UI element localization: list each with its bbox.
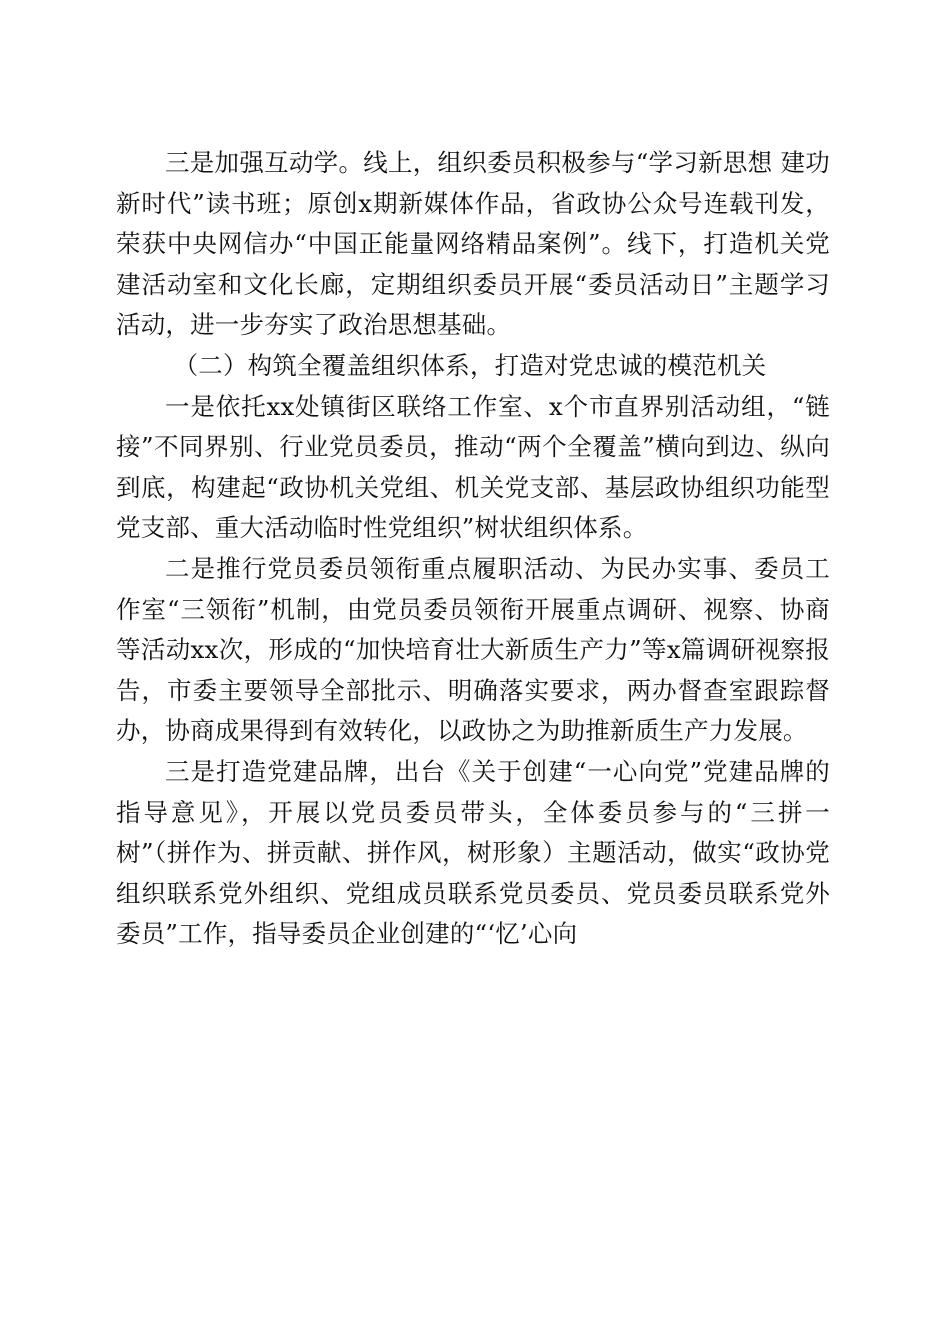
paragraph-three-lead-mechanism: 二是推行党员委员领衔重点履职活动、为民办实事、委员工作室“三领衔”机制，由党员委员领衔开展重点调研、视察、协商等活动xx次，形成的“加快培育壮大新质生产力”等x篇调研视察报告，市委主要领导全部批示、明确落实要求，两办督查室跟踪督办，协商成果得到有效转化，以政协之为助推新质生产力发展。 xyxy=(116,553,830,746)
document-body xyxy=(116,143,830,955)
paragraph-party-building-brand: 三是打造党建品牌，出台《关于创建“一心向党”党建品牌的指导意见》，开展以党员委员带头，全体委员参与的“三拼一树”（拼作为、拼贡献、拼作风，树形象）主题活动，做实“政协党组织联系党外组织、党组成员联系党员委员、党员委员联系党外委员”工作，指导委员企业创建的“‘忆’心向 xyxy=(116,756,830,949)
section-heading-organization-system: （二）构筑全覆盖组织体系，打造对党忠诚的模范机关 xyxy=(173,350,767,380)
paragraph-interactive-learning: 三是加强互动学。线上，组织委员积极参与“学习新思想 建功新时代”读书班；原创x期新媒体作品，省政协公众号连载刊发，荣获中央网信办“中国正能量网络精品案例”。线下，打造机关党建活动室和文化长廊，定期组织委员开展“委员活动日”主题学习活动，进一步夯实了政治思想基础。 xyxy=(116,148,830,340)
paragraph-liaison-studios: 一是依托xx处镇街区联络工作室、x个市直界别活动组，“链接”不同界别、行业党员委员，推动“两个全覆盖”横向到边、纵向到底，构建起“政协机关党组、机关党支部、基层政协组织功能型党支部、重大活动临时性党组织”树状组织体系。 xyxy=(116,391,830,543)
